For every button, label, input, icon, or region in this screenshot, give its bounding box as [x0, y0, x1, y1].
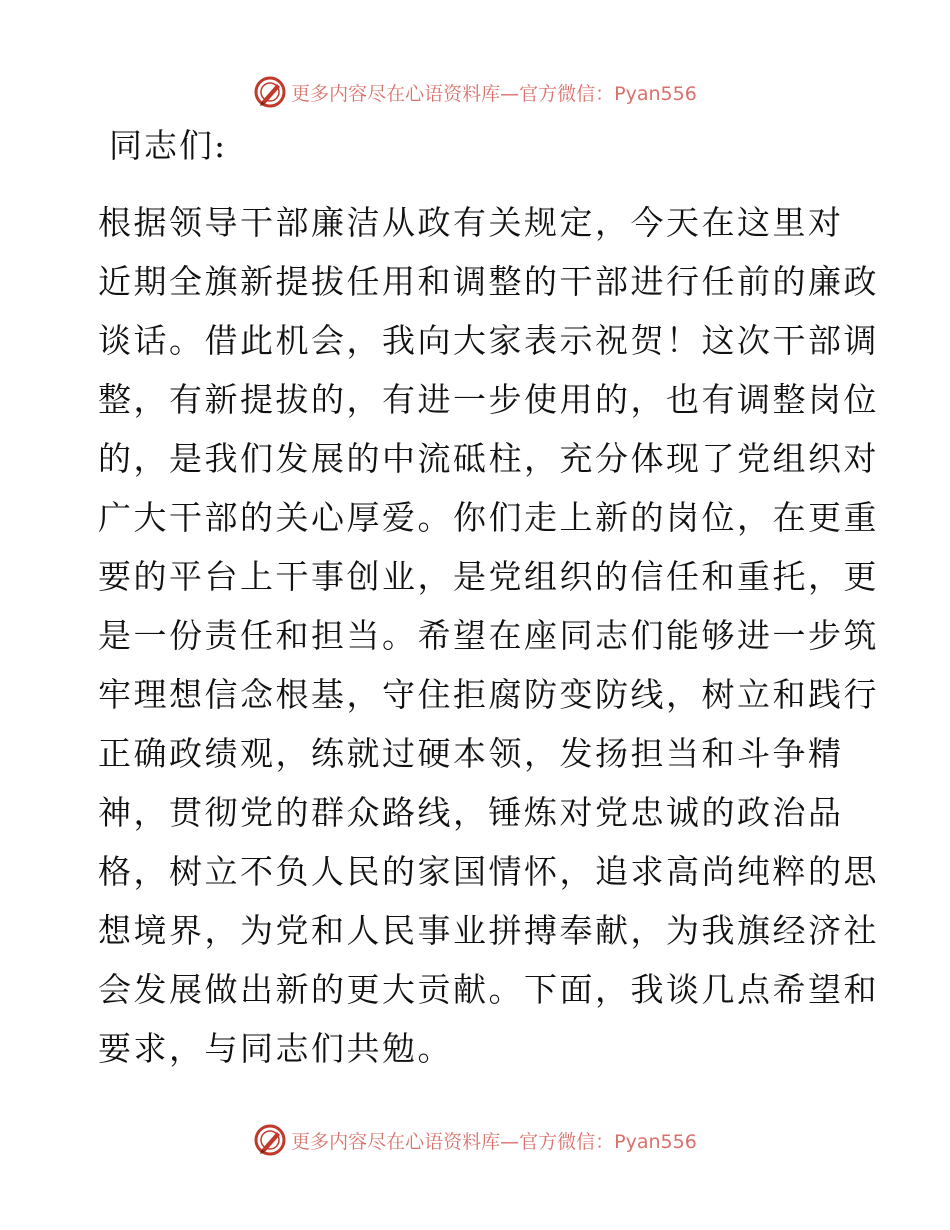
paragraph-line: 神，贯彻党的群众路线，锤炼对党忠诚的政治品	[98, 793, 844, 832]
body-paragraph	[98, 193, 879, 1078]
paragraph-line: 格，树立不负人民的家国情怀，追求高尚纯粹的思	[98, 852, 879, 891]
paragraph-line: 要求，与同志们共勉。	[98, 1029, 453, 1068]
paragraph-line: 整，有新提拔的，有进一步使用的，也有调整岗位	[98, 380, 879, 419]
watermark-account: Pyan556	[614, 82, 697, 105]
paragraph-line: 根据领导干部廉洁从政有关规定，今天在这里对	[98, 203, 844, 242]
footer-watermark	[0, 1120, 950, 1160]
watermark-label: 更多内容尽在心语资料库—官方微信：	[291, 82, 615, 105]
paragraph-line: 牢理想信念根基，守住拒腐防变防线，树立和践行	[98, 675, 879, 714]
paragraph-line: 谈话。借此机会，我向大家表示祝贺！这次干部调	[98, 321, 879, 360]
watermark-label: 更多内容尽在心语资料库—官方微信：	[291, 1130, 615, 1153]
paragraph-line: 广大干部的关心厚爱。你们走上新的岗位，在更重	[98, 498, 879, 537]
header-watermark	[0, 72, 950, 112]
paragraph-line: 要的平台上干事创业，是党组织的信任和重托，更	[98, 557, 879, 596]
watermark-text	[291, 1127, 697, 1154]
pen-circle-logo-icon	[253, 1123, 287, 1157]
watermark-text	[291, 79, 697, 106]
paragraph-line: 会发展做出新的更大贡献。下面，我谈几点希望和	[98, 970, 879, 1009]
paragraph-line: 是一份责任和担当。希望在座同志们能够进一步筑	[98, 616, 879, 655]
paragraph-line: 想境界，为党和人民事业拼搏奉献，为我旗经济社	[98, 911, 879, 950]
watermark-account: Pyan556	[614, 1130, 697, 1153]
paragraph-line: 的，是我们发展的中流砥柱，充分体现了党组织对	[98, 439, 879, 478]
paragraph-line: 近期全旗新提拔任用和调整的干部进行任前的廉政	[98, 262, 879, 301]
paragraph-line: 正确政绩观，练就过硬本领，发扬担当和斗争精	[98, 734, 844, 773]
pen-circle-logo-icon	[253, 75, 287, 109]
salutation: 同志们:	[109, 126, 228, 165]
